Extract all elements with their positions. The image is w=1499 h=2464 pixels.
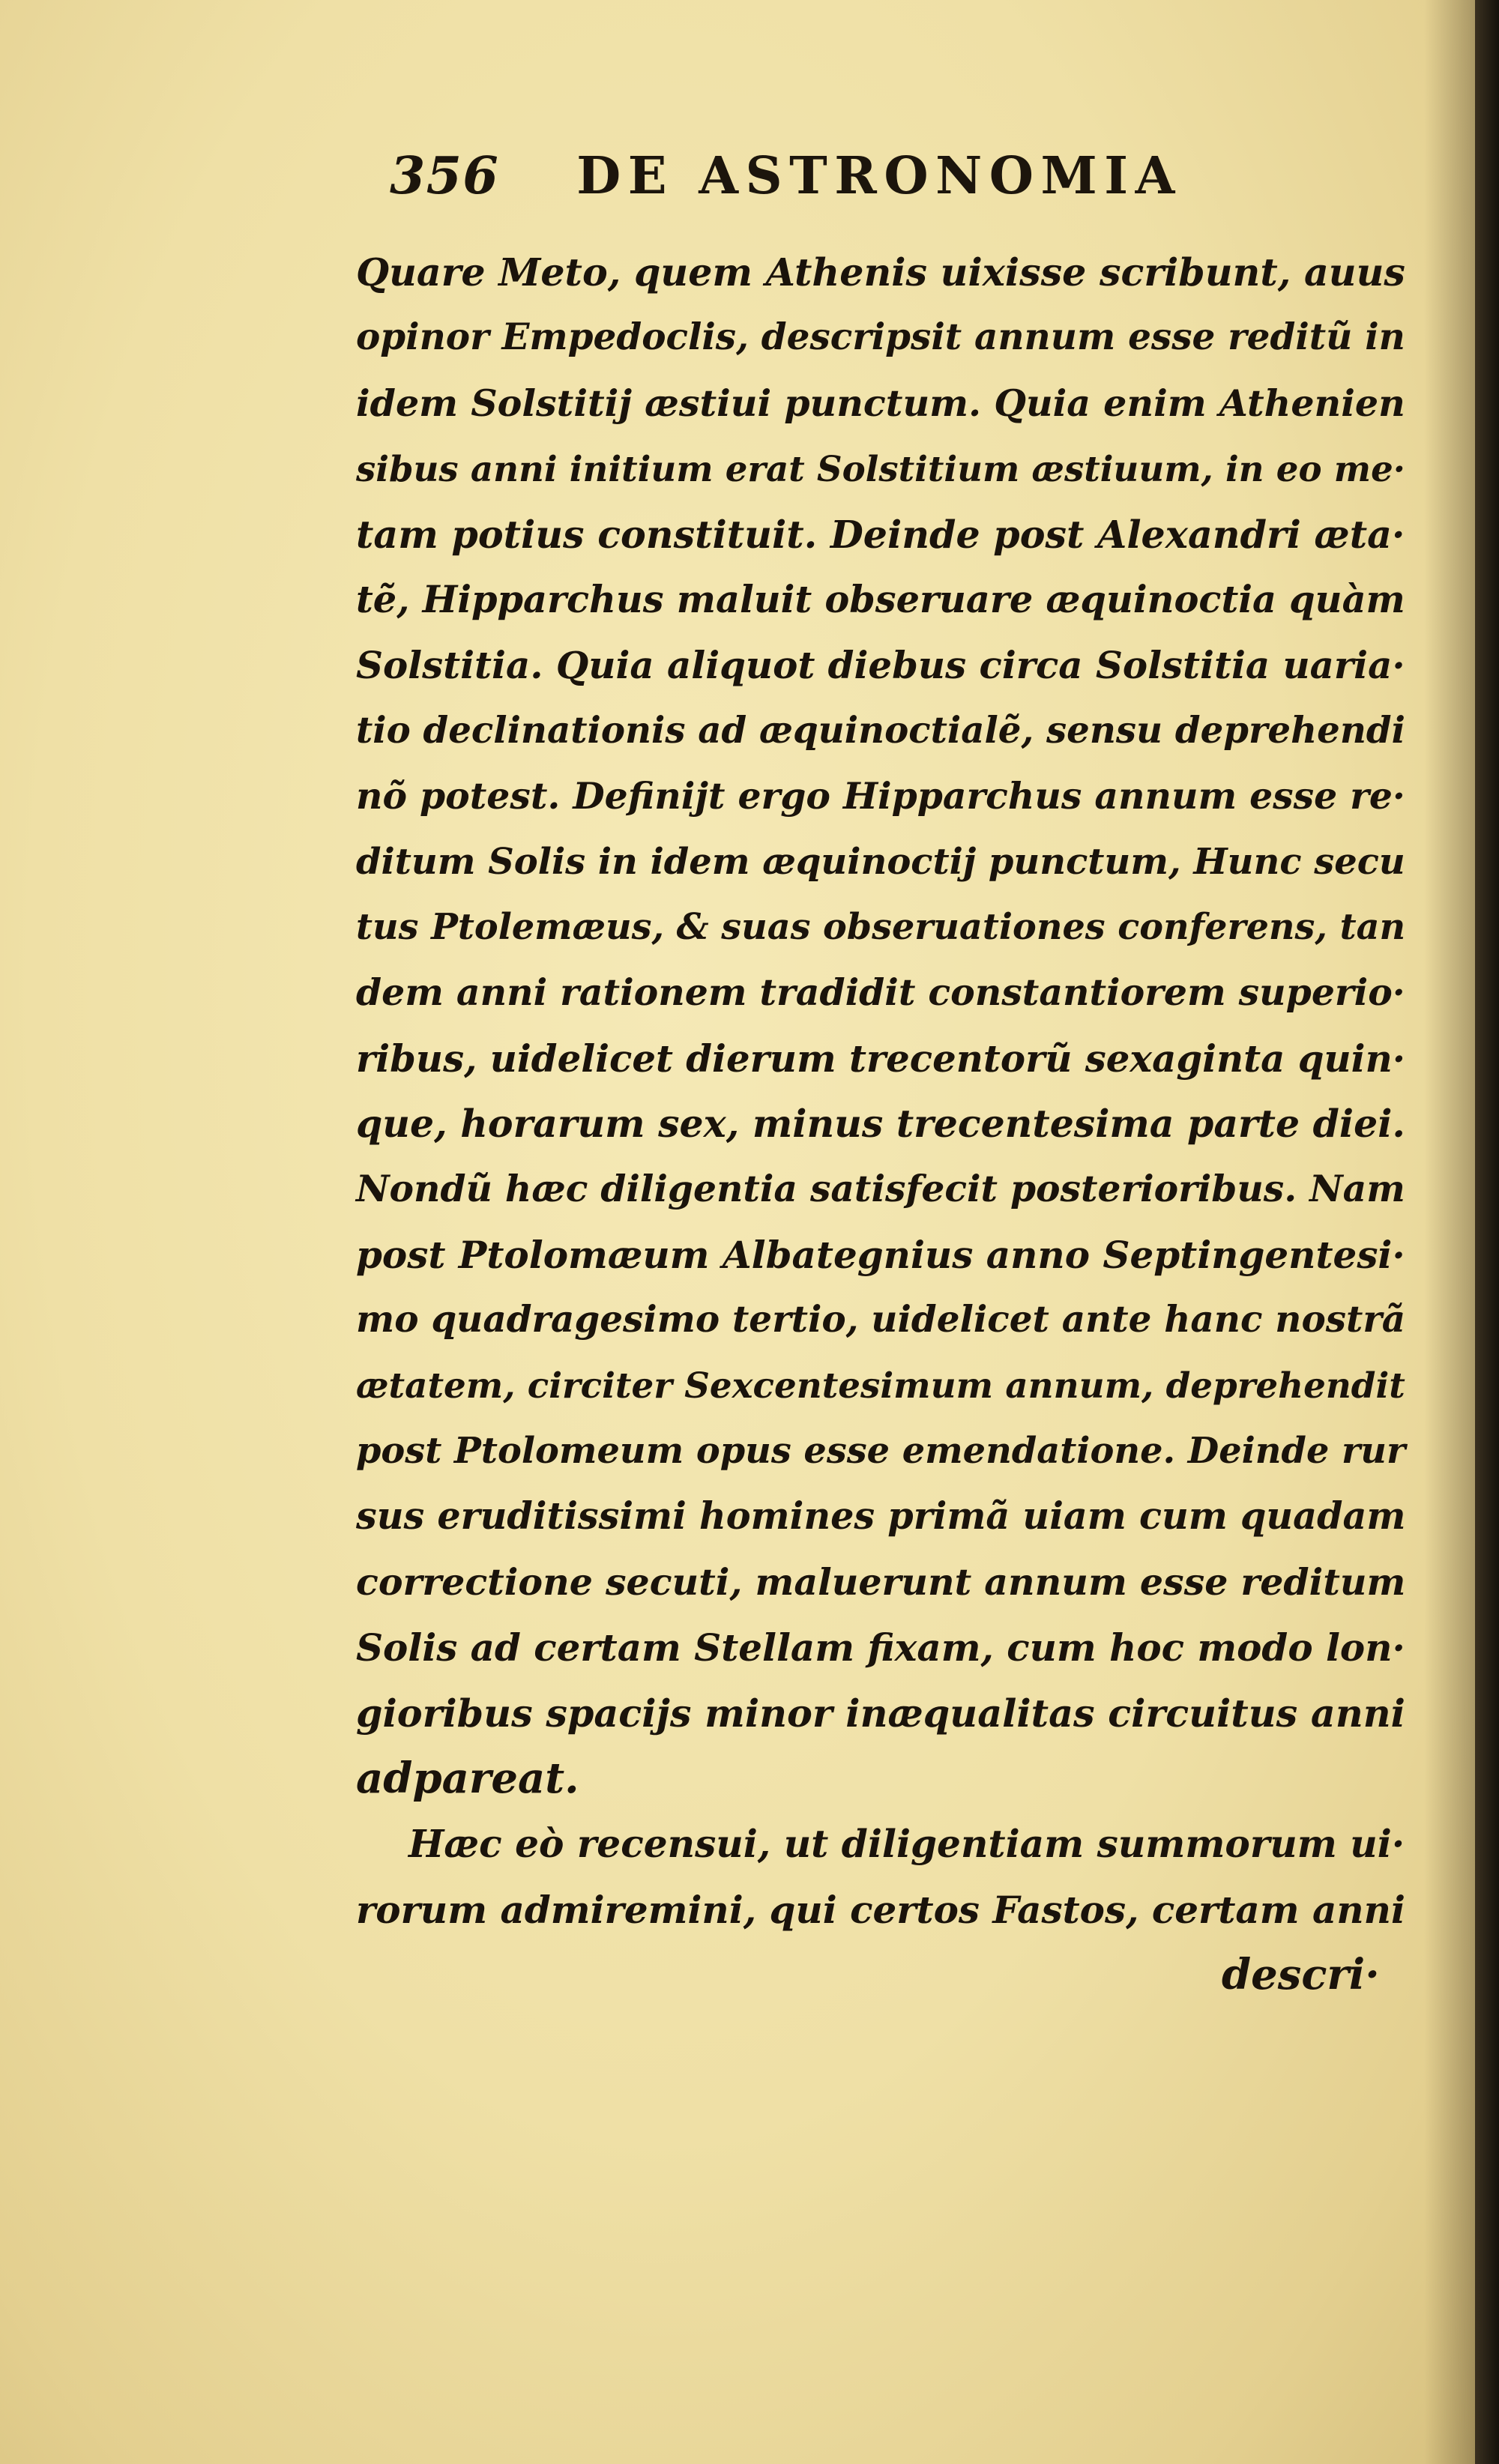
- running-header: [390, 146, 1182, 206]
- text-line: Nondũ hæc diligentia satisfecit posterioribus. Nam: [356, 1168, 1405, 1211]
- text-line: gioribus spacijs minor inæqualitas circuitus anni: [356, 1690, 1405, 1736]
- text-line: mo quadragesimo tertio, uidelicet ante hanc nostrã: [356, 1299, 1406, 1341]
- text-line: ætatem, circiter Sexcentesimum annum, deprehendit: [356, 1365, 1405, 1407]
- body-text: [356, 240, 1405, 2008]
- text-line: adpareat.: [356, 1753, 579, 1803]
- text-line: opinor Empedoclis, descripsit annum esse reditũ in: [356, 316, 1405, 359]
- text-line: ribus, uidelicet dierum trecentorũ sexaginta quin·: [356, 1036, 1406, 1081]
- text-line: Quare Meto, quem Athenis uixisse scribunt, auus: [356, 250, 1405, 295]
- text-line: post Ptolomæum Albategnius anno Septingentesi·: [356, 1232, 1405, 1277]
- text-line: correctione secuti, maluerunt annum esse reditum: [356, 1559, 1406, 1604]
- text-line: nõ potest. Definijt ergo Hipparchus annum esse re·: [356, 774, 1405, 818]
- text-line: sus eruditissimi homines primã uiam cum quadam: [356, 1494, 1406, 1539]
- text-line: rorum admiremini, qui certos Fastos, certam anni: [356, 1887, 1405, 1932]
- text-line: tio declinationis ad æquinoctialẽ, sensu deprehendi: [356, 709, 1405, 752]
- text-line: dem anni rationem tradidit constantiorem superio·: [356, 970, 1405, 1015]
- text-line: idem Solstitij æstiui punctum. Quia enim Athenien: [356, 381, 1405, 425]
- text-line: que, horarum sex, minus trecentesima parte diei.: [356, 1102, 1405, 1147]
- text-line: tus Ptolemæus, & suas obseruationes conferens, tan: [356, 905, 1406, 948]
- text-line: sibus anni initium erat Solstitium æstiuum, in eo me·: [356, 448, 1405, 490]
- text-line: post Ptolomeum opus esse emendatione. Deinde rur: [356, 1430, 1406, 1473]
- running-title: DE ASTRONOMIA: [576, 146, 1182, 206]
- text-line: Solstitia. Quia aliquot diebus circa Solstitia uaria·: [356, 643, 1405, 688]
- book-spine: [1475, 0, 1499, 2464]
- catchword: descri·: [1222, 1950, 1380, 2000]
- text-line: ditum Solis in idem æquinoctij punctum, Hunc secu: [356, 840, 1405, 883]
- text-line: Hæc eò recensui, ut diligentiam summorum ui·: [408, 1822, 1405, 1867]
- page-number: 356: [390, 146, 500, 206]
- text-line: Solis ad certam Stellam fixam, cum hoc modo lon·: [356, 1625, 1405, 1670]
- text-line: tam potius constituit. Deinde post Alexandri æta·: [356, 511, 1405, 557]
- text-line: tẽ, Hipparchus maluit obseruare æquinoctia quàm: [356, 577, 1405, 621]
- gutter-shadow: [1424, 0, 1475, 2464]
